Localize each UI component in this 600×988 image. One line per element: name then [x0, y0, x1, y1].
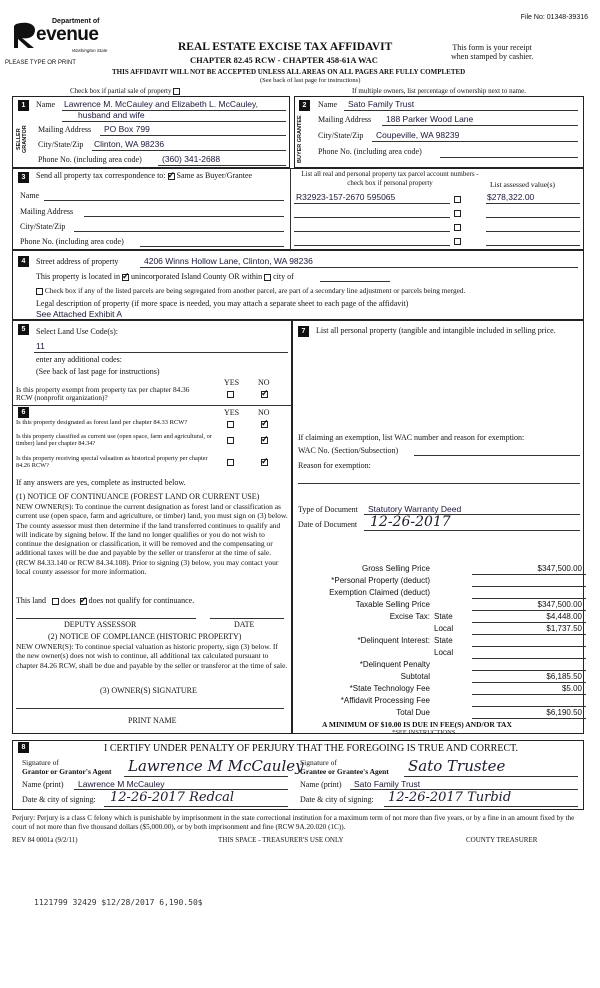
grantee-date-city[interactable]: 12-26-2017 Turbid	[388, 790, 512, 805]
historic-question: Is this property receiving special valuation as historical property per chapter 84.26 RCW?	[16, 455, 208, 469]
print-name-label: PRINT NAME	[128, 716, 177, 725]
fee-value[interactable]: $5.00	[561, 684, 582, 693]
fee-row	[300, 612, 590, 623]
land-use-code[interactable]: 11	[36, 341, 45, 351]
fee-value[interactable]: $347,500.00	[537, 600, 582, 609]
doc-date[interactable]: 12-26-2017	[370, 514, 451, 530]
notice-continuance-body: NEW OWNER(S): To continue the current designation as forest land or classification as current use (open space, farm and agriculture, or timber) land, you must sign on (3) below. The county assessor must then determine if the land transferred continues to qualify and will indicate by signing below. If the land no longer qualifies or you do not wish to continue the designation or classification, it will be removed and the compensating or additional taxes will be due and payable by the seller or transferor at the time of sale. (RCW 84.33.140 or RCW 84.34.108). Prior to signing (3) below, you may contact your local county assessor for more information.	[16, 502, 288, 577]
legal-description-label: Legal description of property (if more space is needed, you may attach a separate sheet to each page of the affidavit)	[36, 299, 409, 308]
exempt-question: Is this property exempt from property tax per chapter 84.36 RCW (nonprofit organization)?	[16, 385, 190, 402]
certify-statement: I CERTIFY UNDER PENALTY OF PERJURY THAT THE FOREGOING IS TRUE AND CORRECT.	[104, 743, 518, 754]
fee-label: Excise Tax:	[389, 612, 430, 621]
current-use-yes-checkbox[interactable]	[227, 437, 234, 444]
same-as-buyer-checkbox[interactable]	[168, 173, 175, 180]
seller-phone[interactable]: (360) 341-2688	[162, 154, 221, 164]
form-subtitle: CHAPTER 82.45 RCW - CHAPTER 458-61A WAC	[190, 55, 378, 65]
seller-mailing-label: Mailing Address	[38, 125, 92, 134]
personal-property-checkbox-2[interactable]	[454, 210, 461, 217]
buyer-mailing[interactable]: 188 Parker Wood Lane	[386, 114, 474, 124]
see-instructions-note: *SEE INSTRUCTIONS	[392, 729, 456, 736]
exemption-label: If claiming an exemption, list WAC number and reason for exemption:	[298, 433, 525, 442]
personal-property-checkbox-3[interactable]	[454, 224, 461, 231]
fee-value[interactable]: $6,185.50	[546, 672, 582, 681]
seller-mailing[interactable]: PO Box 799	[104, 124, 150, 134]
does-checkbox[interactable]	[52, 598, 59, 605]
located-row: This property is located in ✓ unincorporated Island County OR within city of	[36, 272, 294, 281]
segregated-row: Check box if any of the listed parcels are being segregated from another parcel, are part of a secondary line adjustment or parcels being merged.	[36, 286, 465, 295]
fee-label: *Delinquent Interest:	[357, 636, 430, 645]
grantee-date-city-label: Date & city of signing:	[300, 795, 374, 804]
personal-property-checkbox-1[interactable]	[454, 196, 461, 203]
see-back-note: (See back of last page for instructions)	[36, 367, 160, 376]
fee-row	[300, 660, 590, 671]
doc-type-label: Type of Document	[298, 505, 358, 514]
seller-phone-label: Phone No. (including area code)	[38, 155, 142, 164]
s5-no-header: NO	[258, 378, 270, 387]
forest-no-checkbox[interactable]	[261, 421, 268, 428]
fee-row	[300, 696, 590, 707]
fee-value[interactable]: $4,448.00	[546, 612, 582, 621]
buyer-side-label: BUYER GRANTEE	[297, 115, 303, 163]
doc-date-label: Date of Document	[298, 520, 358, 529]
s6-no-header: NO	[258, 408, 270, 417]
grantor-name-print[interactable]: Lawrence M McCauley	[78, 779, 165, 789]
seller-side-label: SELLER GRANTOR	[16, 125, 28, 153]
receipt-note: This form is your receipt when stamped by cashier.	[451, 43, 534, 61]
fee-line	[472, 634, 586, 635]
notice-continuance-title: (1) NOTICE OF CONTINUANCE (FOREST LAND OR CURRENT USE)	[16, 492, 260, 501]
fee-row	[300, 636, 590, 647]
fee-line	[472, 658, 586, 659]
fee-row	[300, 624, 590, 635]
notice-compliance-title: (2) NOTICE OF COMPLIANCE (HISTORIC PROPERTY)	[48, 632, 242, 641]
grantee-name-print-label: Name (print)	[300, 780, 342, 789]
seller-city[interactable]: Clinton, WA 98236	[94, 139, 165, 149]
instructions-note: (See back of last page for instructions)	[260, 77, 361, 84]
buyer-city[interactable]: Coupeville, WA 98239	[376, 130, 460, 140]
notice-compliance-body: NEW OWNER(S): To continue special valuation as historic property, sign (3) below. If the new owner(s) does not wish to continue, all additional tax calculated pursuant to chapter 84.26 RCW, shall be due and payable by the seller or transferor at the time of sale.	[16, 642, 288, 670]
grantor-date-city-label: Date & city of signing:	[22, 795, 96, 804]
buyer-name-label: Name	[318, 100, 338, 109]
land-use-label: Select Land Use Code(s):	[36, 327, 118, 336]
fee-label: Gross Selling Price	[361, 564, 430, 573]
fee-label: Exemption Claimed (deduct)	[329, 588, 430, 597]
section-1-number: 1	[18, 100, 29, 111]
buyer-name[interactable]: Sato Family Trust	[348, 99, 415, 109]
fee-line	[472, 646, 586, 647]
seller-name-2[interactable]: husband and wife	[78, 110, 145, 120]
treasurer-stamp: 1121799 32429 $12/28/2017 6,190.50$	[34, 898, 203, 907]
street-label: Street address of property	[36, 257, 119, 266]
fee-row	[300, 564, 590, 575]
fee-sublabel: Local	[434, 624, 454, 633]
fee-value[interactable]: $1,737.50	[546, 624, 582, 633]
partial-sale-checkbox[interactable]	[173, 88, 180, 95]
exempt-yes-checkbox[interactable]	[227, 391, 234, 398]
s3-phone-label: Phone No. (including area code)	[20, 237, 124, 246]
personal-property-label: List all personal property (tangible and intangible included in selling price.	[316, 326, 556, 335]
fee-label: *Personal Property (deduct)	[331, 576, 430, 585]
fee-line	[472, 610, 586, 611]
fee-value[interactable]: $347,500.00	[537, 564, 582, 573]
doc-type[interactable]: Statutory Warranty Deed	[368, 504, 462, 514]
personal-property-checkbox-4[interactable]	[454, 238, 461, 245]
fee-row	[300, 588, 590, 599]
forest-land-question: Is this property designated as forest land per chapter 84.33 RCW?	[16, 419, 188, 426]
section-3-number: 3	[18, 172, 29, 183]
fee-line	[472, 670, 586, 671]
additional-codes-label: enter any additional codes:	[36, 355, 122, 364]
fee-sublabel: State	[434, 612, 453, 621]
deputy-assessor-label: DEPUTY ASSESSOR	[64, 620, 137, 629]
section-4-number: 4	[18, 256, 29, 267]
grantor-date-city[interactable]: 12-26-2017 Redcal	[110, 790, 235, 805]
partial-sale-note: Check box if partial sale of property	[70, 87, 180, 95]
please-type: PLEASE TYPE OR PRINT	[5, 60, 76, 66]
fee-row	[300, 708, 590, 719]
fee-line	[472, 682, 586, 683]
fee-label: Taxable Selling Price	[355, 600, 430, 609]
buyer-mailing-label: Mailing Address	[318, 115, 372, 124]
grantor-name-print-label: Name (print)	[22, 780, 64, 789]
grantor-sig-label: Signature of Grantor or Grantor's Agent	[22, 758, 112, 776]
historic-yes-checkbox[interactable]	[227, 459, 234, 466]
dor-logo	[12, 18, 122, 60]
parcel-number[interactable]: R32923-157-2670 595065	[296, 192, 396, 202]
form-title: REAL ESTATE EXCISE TAX AFFIDAVIT	[178, 41, 393, 53]
street-address[interactable]: 4206 Winns Hollow Lane, Clinton, WA 98236	[144, 256, 313, 266]
logo-state: Washington State	[72, 48, 108, 53]
fee-row	[300, 648, 590, 659]
fee-line	[472, 718, 586, 719]
fee-line	[472, 586, 586, 587]
within-city-checkbox[interactable]	[264, 274, 271, 281]
fee-row	[300, 672, 590, 683]
s5-yes-header: YES	[224, 378, 240, 387]
fee-line	[472, 706, 586, 707]
fee-line	[472, 598, 586, 599]
assessor-date-label: DATE	[234, 620, 255, 629]
historic-no-checkbox[interactable]	[261, 459, 268, 466]
seller-name-label: Name	[36, 100, 56, 109]
seller-name[interactable]: Lawrence M. McCauley and Elizabeth L. McCauley,	[64, 99, 259, 109]
grantee-name-print[interactable]: Sato Family Trust	[354, 779, 421, 789]
fee-row	[300, 684, 590, 695]
county-treasurer: COUNTY TREASURER	[466, 836, 538, 844]
file-number: File No: 01348-39316	[520, 14, 588, 21]
assessed-header: List assessed value(s)	[490, 180, 555, 189]
wac-label: WAC No. (Section/Subsection)	[298, 446, 399, 455]
fee-line	[472, 694, 586, 695]
perjury-statement: Perjury: Perjury is a class C felony which is punishable by imprisonment in the state correctional institution for a maximum term of not more than five years, or by a fine in an amount fixed by the court of not more than five thousand dollars ($5,000.00), or by both imprisonment and fine (RCW 9A.20.020 (1C)).	[12, 814, 575, 831]
multiple-owners-note: If multiple owners, list percentage of ownership next to name.	[352, 87, 526, 95]
grantor-signature[interactable]: Lawrence M McCauley	[128, 757, 304, 775]
fee-label: *Affidavit Processing Fee	[340, 696, 430, 705]
s3-city-label: City/State/Zip	[20, 222, 66, 231]
parcels-header: List all real and personal property tax parcel account numbers - check box if personal property	[301, 170, 479, 187]
current-use-question: Is this property classified as current use (open space, farm and agricultural, or timber) land per chapter 84.34?	[16, 433, 212, 447]
grantee-sig-label: Signature of Grantee or Grantee's Agent	[300, 758, 389, 776]
correspondence-row: Send all property tax correspondence to: ✓ Same as Buyer/Grantee	[36, 171, 252, 180]
fee-line	[472, 574, 586, 575]
if-yes-note: If any answers are yes, complete as instructed below.	[16, 478, 186, 487]
buyer-city-label: City/State/Zip	[318, 131, 364, 140]
warning-text: THIS AFFIDAVIT WILL NOT BE ACCEPTED UNLESS ALL AREAS ON ALL PAGES ARE FULLY COMPLETED	[112, 68, 466, 76]
fee-label: Subtotal	[400, 672, 430, 681]
fee-label: *Delinquent Penalty	[359, 660, 430, 669]
owner-signature-label: (3) OWNER(S) SIGNATURE	[100, 686, 197, 695]
buyer-phone-label: Phone No. (including area code)	[318, 147, 422, 156]
fee-sublabel: State	[434, 636, 453, 645]
s6-yes-header: YES	[224, 408, 240, 417]
logo-department: Department of	[52, 18, 100, 25]
seller-city-label: City/State/Zip	[38, 140, 84, 149]
assessed-value[interactable]: $278,322.00	[487, 192, 535, 202]
fee-line	[472, 622, 586, 623]
current-use-no-checkbox[interactable]	[261, 437, 268, 444]
logo-revenue: evenue	[36, 24, 99, 45]
fee-value[interactable]: $6,190.50	[546, 708, 582, 717]
section-6-number: 6	[18, 407, 29, 418]
section-7-number: 7	[298, 326, 309, 337]
fee-label: Total Due	[396, 708, 430, 717]
treasurer-space: THIS SPACE - TREASURER'S USE ONLY	[218, 836, 344, 844]
forest-yes-checkbox[interactable]	[227, 421, 234, 428]
fee-row	[300, 600, 590, 611]
qualify-row: This land does ✓ does not qualify for continuance.	[16, 596, 194, 605]
s3-name-label: Name	[20, 191, 40, 200]
fee-sublabel: Local	[434, 648, 454, 657]
section-8-number: 8	[18, 742, 29, 753]
minimum-due-note: A MINIMUM OF $10.00 IS DUE IN FEE(S) AND/OR TAX	[322, 720, 512, 729]
exempt-no-checkbox[interactable]	[261, 391, 268, 398]
unincorporated-checkbox[interactable]	[122, 274, 129, 281]
grantee-signature[interactable]: Sato Trustee	[408, 757, 506, 775]
legal-description[interactable]: See Attached Exhibit A	[36, 309, 123, 319]
exemption-reason-label: Reason for exemption:	[298, 461, 371, 470]
segregated-checkbox[interactable]	[36, 288, 43, 295]
fee-label: *State Technology Fee	[349, 684, 430, 693]
does-not-checkbox[interactable]	[80, 598, 87, 605]
section-2-number: 2	[299, 100, 310, 111]
fee-row	[300, 576, 590, 587]
form-number: REV 84 0001a (9/2/11)	[12, 836, 78, 844]
s3-mailing-label: Mailing Address	[20, 207, 74, 216]
section-5-number: 5	[18, 324, 29, 335]
